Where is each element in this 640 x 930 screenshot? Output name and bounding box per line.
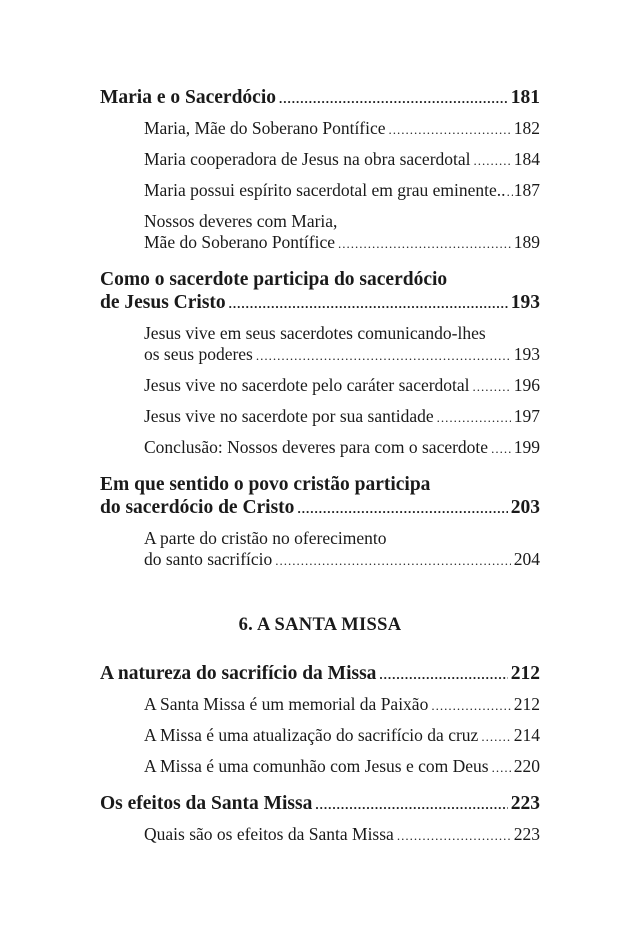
dot-leader [431,695,510,716]
section-title-line1: Em que sentido o povo cristão participa [100,474,431,495]
dot-leader [491,438,511,459]
dot-leader [275,550,510,571]
page-number: 187 [513,180,540,200]
dot-leader [474,150,511,171]
toc-subentry[interactable] [100,528,540,571]
subentry-text: A Santa Missa é um memorial da Paixão [144,694,429,714]
toc-subentry[interactable] [100,149,540,171]
dot-leader [338,233,511,254]
toc-subentry[interactable] [100,437,540,459]
page-number: 196 [513,375,540,395]
section-title-text: A natureza do sacrifício da Missa [100,663,377,684]
toc-subentry[interactable] [100,323,540,366]
page-number: 199 [513,437,540,457]
toc-section [100,473,540,571]
toc-subentry[interactable] [100,756,540,778]
dot-leader [492,757,511,778]
subentry-text-line2: do santo sacrifício [144,549,273,569]
section-title-line2: de Jesus Cristo [100,292,226,313]
toc-subentry[interactable] [100,406,540,428]
subentry-text-line2: Mãe do Soberano Pontífice [144,232,335,252]
subentry-text-line2: os seus poderes [144,344,253,364]
section-title-text: Maria e o Sacerdócio [100,87,276,108]
toc-section-title[interactable] [100,662,540,686]
toc-subentry[interactable] [100,180,540,202]
toc-subentry[interactable] [100,824,540,846]
subentry-text: Jesus vive no sacerdote por sua santidade [144,406,434,426]
page-number: 193 [513,344,540,364]
page-number: 184 [513,149,540,169]
table-of-contents [100,86,540,860]
page-number: 223 [513,824,540,844]
toc-subentry[interactable] [100,725,540,747]
page-number: 189 [513,232,540,252]
subentry-text: A Missa é uma atualização do sacrifício da cruz [144,725,479,745]
toc-section-title[interactable] [100,792,540,816]
toc-section [100,662,540,778]
dot-leader [279,87,508,110]
toc-section [100,86,540,254]
toc-section-title[interactable] [100,473,540,520]
subentry-text-line1: Nossos deveres com Maria, [144,211,338,231]
toc-section-title[interactable] [100,268,540,315]
page-number: 204 [513,549,540,569]
toc-subentry[interactable] [100,118,540,140]
subentry-text-line1: A parte do cristão no oferecimento [144,528,387,548]
subentry-text: Maria, Mãe do Soberano Pontífice [144,118,386,138]
dot-leader [297,497,507,520]
toc-subentry[interactable] [100,211,540,254]
page-number: 181 [510,87,540,108]
section-title-text: Os efeitos da Santa Missa [100,793,313,814]
toc-section [100,268,540,459]
dot-leader [379,663,507,686]
section-title-line1: Como o sacerdote participa do sacerdócio [100,269,448,290]
dot-leader [315,793,507,816]
page-number: 212 [513,694,540,714]
page-number: 220 [513,756,540,776]
dot-leader [229,292,508,315]
subentry-text: Maria cooperadora de Jesus na obra sacerdotal [144,149,471,169]
toc-subentry[interactable] [100,375,540,397]
toc-subentry[interactable] [100,694,540,716]
page-number: 212 [510,663,540,684]
page-number: 193 [510,292,540,313]
toc-section-title[interactable] [100,86,540,110]
page-number: 203 [510,497,540,518]
subentry-text-line1: Jesus vive em seus sacerdotes comunicando-lhes [144,323,486,343]
subentry-text: Quais são os efeitos da Santa Missa [144,824,394,844]
dot-leader [481,726,510,747]
subentry-text: Conclusão: Nossos deveres para com o sacerdote [144,437,489,457]
page-number: 214 [513,725,540,745]
page-number: 197 [513,406,540,426]
toc-section [100,792,540,846]
chapter-heading: 6. A SANTA MISSA [238,615,402,635]
subentry-text: Jesus vive no sacerdote pelo caráter sacerdotal [144,375,470,395]
dot-leader [507,181,513,202]
dot-leader [256,345,511,366]
subentry-text: A Missa é uma comunhão com Jesus e com Deus [144,756,489,776]
dot-leader [437,407,511,428]
page-number: 182 [513,118,540,138]
dot-leader [397,825,511,846]
dot-leader [389,119,511,140]
dot-leader [473,376,511,397]
page-number: 223 [510,793,540,814]
subentry-text: Maria possui espírito sacerdotal em grau eminente.. [144,180,506,200]
section-title-line2: do sacerdócio de Cristo [100,497,295,518]
